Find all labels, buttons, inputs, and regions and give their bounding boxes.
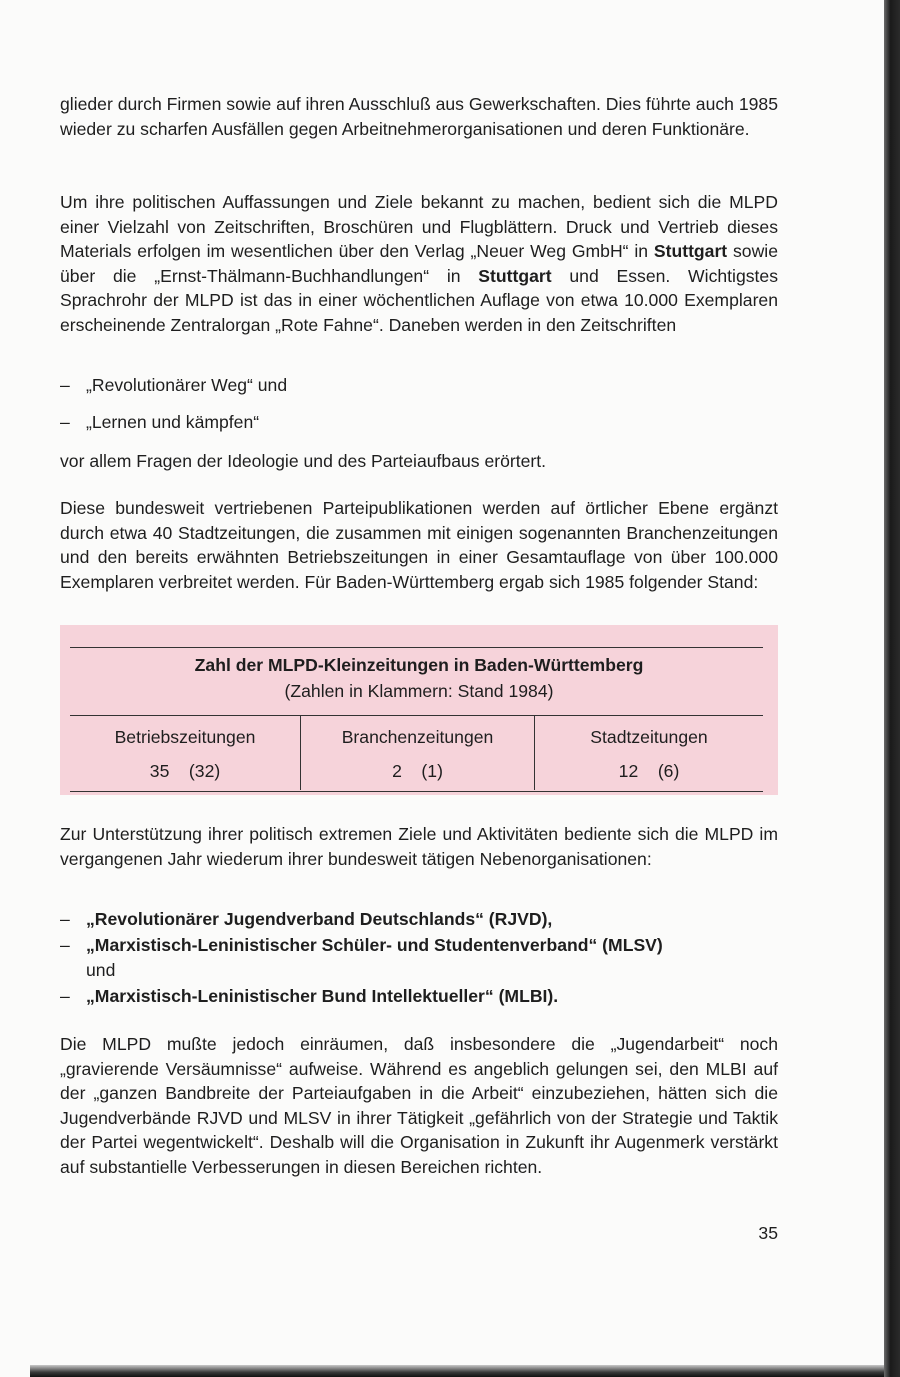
table-bottom-rule xyxy=(70,791,763,792)
list1-item-2 xyxy=(60,410,259,435)
list2-item-2-text: „Marxistisch-Leninistischer Schüler- und Studentenverband“ (MLSV) xyxy=(86,935,663,955)
paragraph-6-text: Die MLPD mußte jedoch einräumen, daß insbesondere die „Jugendarbeit“ noch „gravierende Versäumnisse“ aufweise. Während es angeblich gelungen sei, den MLBI auf der „ganzen Bandbreite der Parteiaufgaben in die Arbeit“ einzubeziehen, hätten sich die Jugendverbände RJVD und MLSV in ihrer Tätigkeit „gefährlich von der Strategie und Taktik der Partei wegentwickelt“. Deshalb will die Organisation in Zukunft ihr Augenmerk verstärkt auf substantielle Verbesserungen in diesen Bereichen richten. xyxy=(60,1034,778,1177)
paragraph-1-text: glieder durch Firmen sowie auf ihren Ausschluß aus Gewerkschaften. Dies führte auch 1985 wieder zu scharfen Ausfällen gegen Arbeitnehmerorganisationen und deren Funktionäre. xyxy=(60,94,778,139)
newspaper-count-table xyxy=(60,625,778,795)
paragraph-4-text: Diese bundesweit vertriebenen Parteipublikationen werden auf örtlicher Ebene ergänzt durch etwa 40 Stadtzeitungen, die zusammen mit einigen sogenannten Branchenzeitungen und den bereits erwähnten Betriebszeitungen in einer Gesamtauflage von über 100.000 Exemplaren verbreitet werden. Für Baden-Württemberg ergab sich 1985 folgender Stand: xyxy=(60,498,778,592)
list1-item-2-text: „Lernen und kämpfen“ xyxy=(86,412,260,432)
list2-item-3-text: „Marxistisch-Leninistischer Bund Intellektueller“ (MLBI). xyxy=(86,986,559,1006)
paragraph-2 xyxy=(60,190,778,337)
list1-item-1-text: „Revolutionärer Weg“ und xyxy=(86,375,288,395)
table-subtitle: (Zahlen in Klammern: Stand 1984) xyxy=(284,681,554,701)
paragraph-5 xyxy=(60,822,778,871)
column-header-branchenzeitungen: Branchenzeitungen xyxy=(341,727,494,747)
table-header-rule xyxy=(70,715,763,716)
cell-branchenzeitungen xyxy=(301,761,534,782)
value-previous: (6) xyxy=(657,761,680,781)
value-current: 35 xyxy=(149,761,170,781)
dash-bullet: – xyxy=(60,375,70,395)
table-top-rule xyxy=(70,647,763,648)
list2-item-1-text: „Revolutionärer Jugendverband Deutschlands“ (RJVD), xyxy=(86,909,553,929)
column-header-stadtzeitungen: Stadtzeitungen xyxy=(590,727,708,747)
book-binding-edge xyxy=(884,0,900,1377)
column-header-betriebszeitungen: Betriebszeitungen xyxy=(114,727,256,747)
paragraph-2-text xyxy=(60,190,778,337)
paragraph-3: vor allem Fragen der Ideologie und des Parteiaufbaus erörtert. xyxy=(60,451,547,471)
paragraph-6 xyxy=(60,1032,778,1179)
list2-item-1 xyxy=(60,907,552,932)
value-previous: (32) xyxy=(188,761,221,781)
paragraph-2-part-a: Um ihre politischen Auffassungen und Ziele bekannt zu machen, bedient sich die MLPD einer Vielzahl von Zeitschriften, Broschüren und Flugblättern. Druck und Vertrieb dieses Materials erfolgen im wesentlichen über den Verlag „Neuer Weg GmbH“ in xyxy=(60,192,778,261)
dash-bullet: – xyxy=(60,935,70,955)
city-stuttgart-2: Stuttgart xyxy=(478,265,552,286)
dash-bullet: – xyxy=(60,986,70,1006)
table-title: Zahl der MLPD-Kleinzeitungen in Baden-Württemberg xyxy=(194,655,644,675)
cell-stadtzeitungen xyxy=(535,761,763,782)
page-number: 35 xyxy=(758,1223,778,1243)
paragraph-1 xyxy=(60,92,778,141)
value-current: 2 xyxy=(392,761,402,781)
list1-item-1 xyxy=(60,373,287,398)
paragraph-4 xyxy=(60,496,778,594)
paragraph-2-part-c: sowie über die „Ernst-Thälmann-Buchhandlungen“ in xyxy=(60,241,778,286)
value-current: 12 xyxy=(618,761,639,781)
list2-item-2 xyxy=(60,933,663,958)
list2-und: und xyxy=(86,960,116,980)
value-previous: (1) xyxy=(421,761,443,781)
paragraph-2-part-e: und Essen. Wichtigstes Sprachrohr der MLPD ist das in einer wöchentlichen Auflage von etwa 10.000 Exemplaren erscheinende Zentralorgan „Rote Fahne“. Daneben werden in den Zeitschriften xyxy=(60,265,779,335)
list2-item-3 xyxy=(60,984,558,1009)
city-stuttgart-1: Stuttgart xyxy=(653,241,728,261)
dash-bullet: – xyxy=(60,412,70,432)
book-bottom-edge xyxy=(30,1365,884,1377)
paragraph-5-text: Zur Unterstützung ihrer politisch extremen Ziele und Aktivitäten bediente sich die MLPD im vergangenen Jahr wiederum ihrer bundesweit tätigen Nebenorganisationen: xyxy=(60,824,778,869)
cell-betriebszeitungen xyxy=(70,761,300,782)
dash-bullet: – xyxy=(60,909,70,929)
